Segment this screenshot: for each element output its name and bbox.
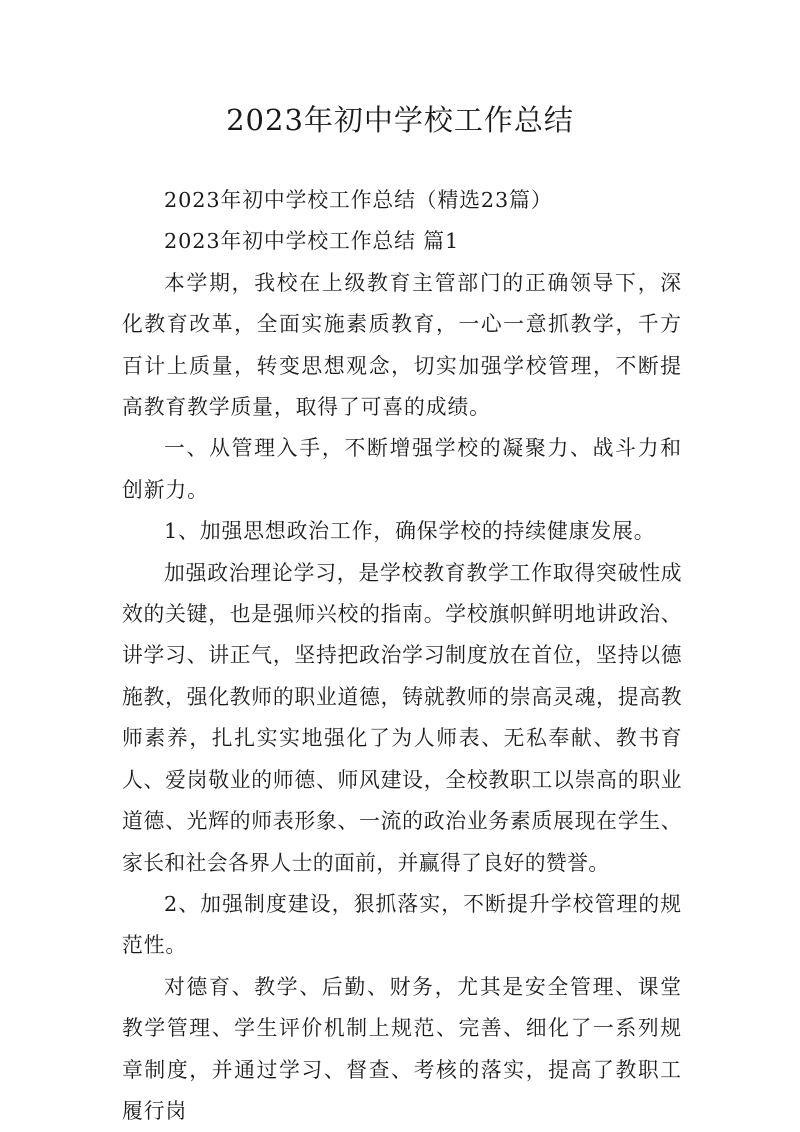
document-body [122,180,682,1132]
subheading-paragraph: 2、加强制度建设，狠抓落实，不断提升学校管理的规范性。 [122,891,682,958]
body-paragraph: 对德育、教学、后勤、财务，尤其是安全管理、课堂教学管理、学生评价机制上规范、完善、细化了一系列规章制度，并通过学习、督查、考核的落实，提高了教职工履行岗 [122,974,682,1123]
body-paragraph: 本学期，我校在上级教育主管部门的正确领导下，深化教育改革，全面实施素质教育，一心一意抓教学，千方百计上质量，转变思想观念，切实加强学校管理，不断提高教育教学质量，取得了可喜的成绩。 [122,270,682,420]
subheading-paragraph: 1、加强思想政治工作，确保学校的持续健康发展。 [164,519,656,544]
document-title: 2023年初中学校工作总结 [226,103,574,137]
subtitle-paragraph: 2023年初中学校工作总结（精选23篇） [164,188,553,212]
section-heading-paragraph: 2023年初中学校工作总结 篇1 [164,229,460,254]
body-paragraph: 加强政治理论学习，是学校教育教学工作取得突破性成效的关键，也是强师兴校的指南。学校旗帜鲜明地讲政治、讲学习、讲正气，坚持把政治学习制度放在首位，坚持以德施教，强化教师的职业道德，铸就教师的崇高灵魂，提高教师素养，扎扎实实地强化了为人师表、无私奉献、教书育人、爱岗敬业的师德、师风建设，全校教职工以崇高的职业道德、光辉的师表形象、一流的政治业务素质展现在学生、家长和社会各界人士的面前，并赢得了良好的赞誉。 [122,560,682,875]
heading-paragraph: 一、从管理入手，不断增强学校的凝聚力、战斗力和创新力。 [122,436,682,502]
